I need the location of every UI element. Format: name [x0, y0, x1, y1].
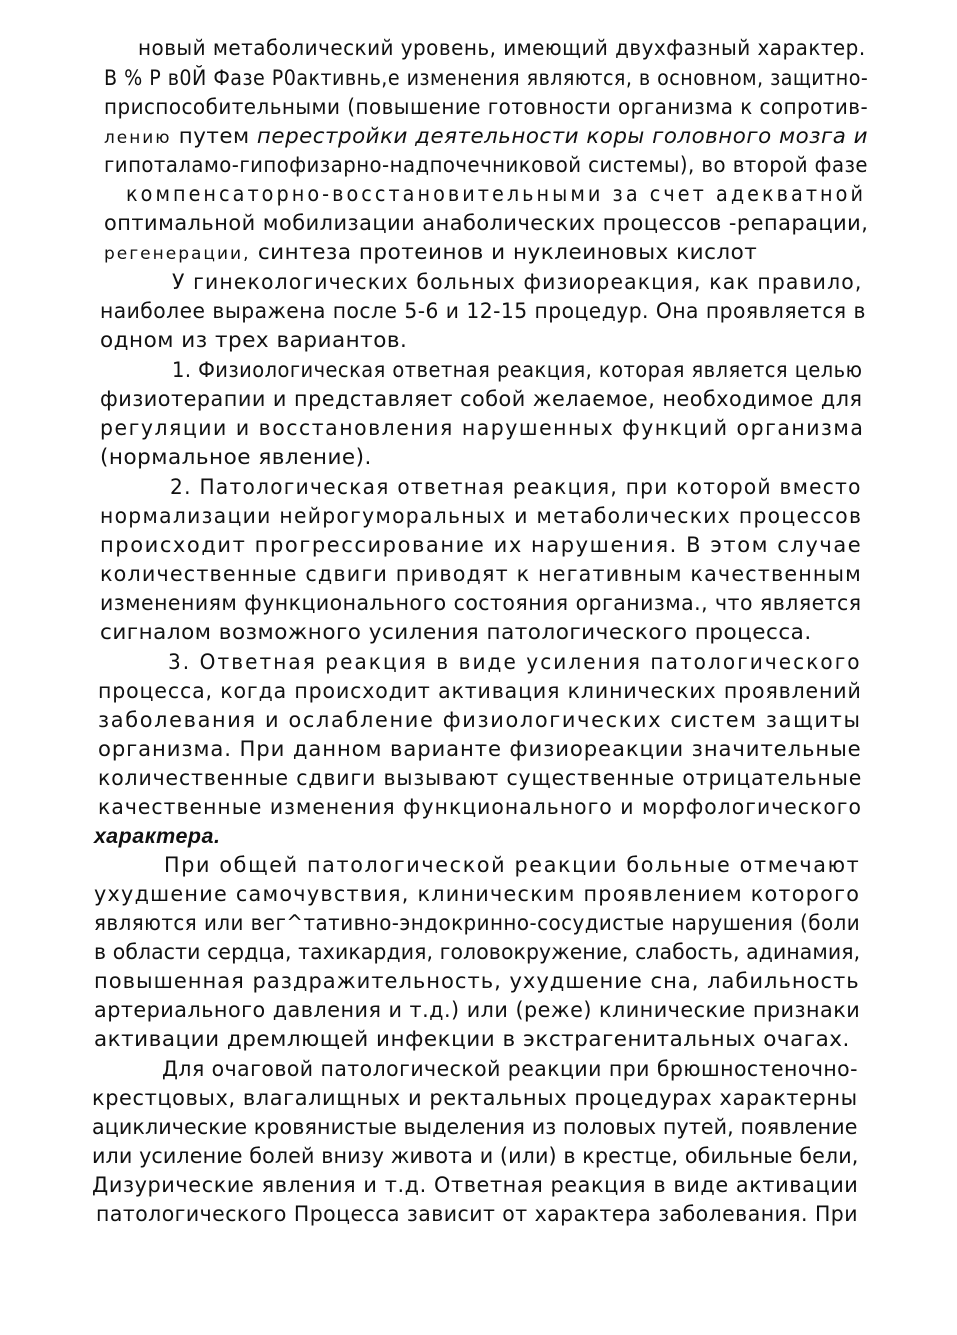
text-line: повышенная раздражительность, ухудшение сна, лабильность — [94, 969, 860, 994]
text-line: компенсаторно-восстановительными за счет адекватной — [126, 182, 866, 207]
text-line: 2. Патологическая ответная реакция, при которой вместо — [170, 475, 862, 500]
text-line: приспособительными (повышение готовности организма к сопротив- — [104, 95, 869, 120]
text-line: Для очаговой патологической реакции при брюшностеночно- — [162, 1057, 858, 1082]
text-line: патологического Процесса зависит от характера заболевания. При — [96, 1202, 859, 1227]
text-line: регенерации, синтеза протеинов и нуклеиновых кислот — [104, 240, 758, 265]
text-line: ациклические кровянистые выделения из половых путей, появление — [92, 1115, 858, 1140]
text-line: регуляции и восстановления нарушенных функций организма — [100, 416, 865, 441]
text-line: сигналом возможного усиления патологического процесса. — [100, 620, 812, 645]
text-line: оптимальной мобилизации анаболических процессов -репарации, — [104, 211, 869, 236]
text-line: являются или вег^тативно-эндокринно-сосудистые нарушения (боли — [94, 911, 861, 936]
text-line: У гинекологических больных физиореакция, как правило, — [172, 270, 863, 295]
text-line: лению путем перестройки деятельности коры головного мозга и — [104, 124, 869, 149]
text-line: (нормальное явление). — [100, 445, 372, 470]
text-line: качественные изменения функционального и морфологического — [98, 795, 863, 820]
text-line: организма. При данном варианте физиореакции значительные — [98, 737, 862, 762]
text-line: В % Р в0Й Фазе Р0активнь,е изменения являются, в основном, защитно- — [104, 66, 869, 91]
text-line: гипоталамо-гипофизарно-надпочечниковой системы), во второй фазе — [104, 153, 869, 178]
text-line: в области сердца, тахикардия, головокружение, слабость, адинамия, — [94, 940, 861, 965]
text-line: количественные сдвиги приводят к негативным качественным — [100, 562, 862, 587]
text-line: характера. — [94, 824, 221, 848]
text-line: крестцовых, влагалищных и ректальных процедурах характерны — [92, 1086, 858, 1111]
text-line: ухудшение самочувствия, клиническим проявлением которого — [94, 882, 861, 907]
text-line: новый метаболический уровень, имеющий двухфазный характер. — [138, 36, 866, 61]
text-line: Дизурические явления и т.д. Ответная реакция в виде активации — [92, 1173, 859, 1198]
text-line: процесса, когда происходит активация клинических проявлений — [98, 679, 862, 704]
text-line: или усиление болей внизу живота и (или) в крестце, обильные бели, — [92, 1144, 859, 1169]
text-line: количественные сдвиги вызывают существенные отрицательные — [98, 766, 863, 791]
text-line: происходит прогрессирование их нарушения. В этом случае — [100, 533, 863, 558]
text-line: одном из трех вариантов. — [100, 328, 408, 353]
text-line: артериального давления и т.д.) или (реже) клинические признаки — [94, 998, 861, 1023]
text-line: заболевания и ослабление физиологических систем защиты — [98, 708, 862, 733]
text-line: нормализации нейрогуморальных и метаболических процессов — [100, 504, 863, 529]
text-line: 1. Физиологическая ответная реакция, которая является целью — [172, 358, 863, 383]
text-line: физиотерапии и представляет собой желаемое, необходимое для — [100, 387, 863, 412]
text-line: При общей патологической реакции больные отмечают — [164, 853, 861, 878]
text-line: изменениям функционального состояния организма., что является — [100, 591, 862, 616]
text-line: активации дремлющей инфекции в экстрагенитальных очагах. — [94, 1027, 850, 1052]
text-line: 3. Ответная реакция в виде усиления патологического — [168, 650, 862, 675]
text-line: наиболее выражена после 5-6 и 12-15 процедур. Она проявляется в — [100, 299, 866, 324]
